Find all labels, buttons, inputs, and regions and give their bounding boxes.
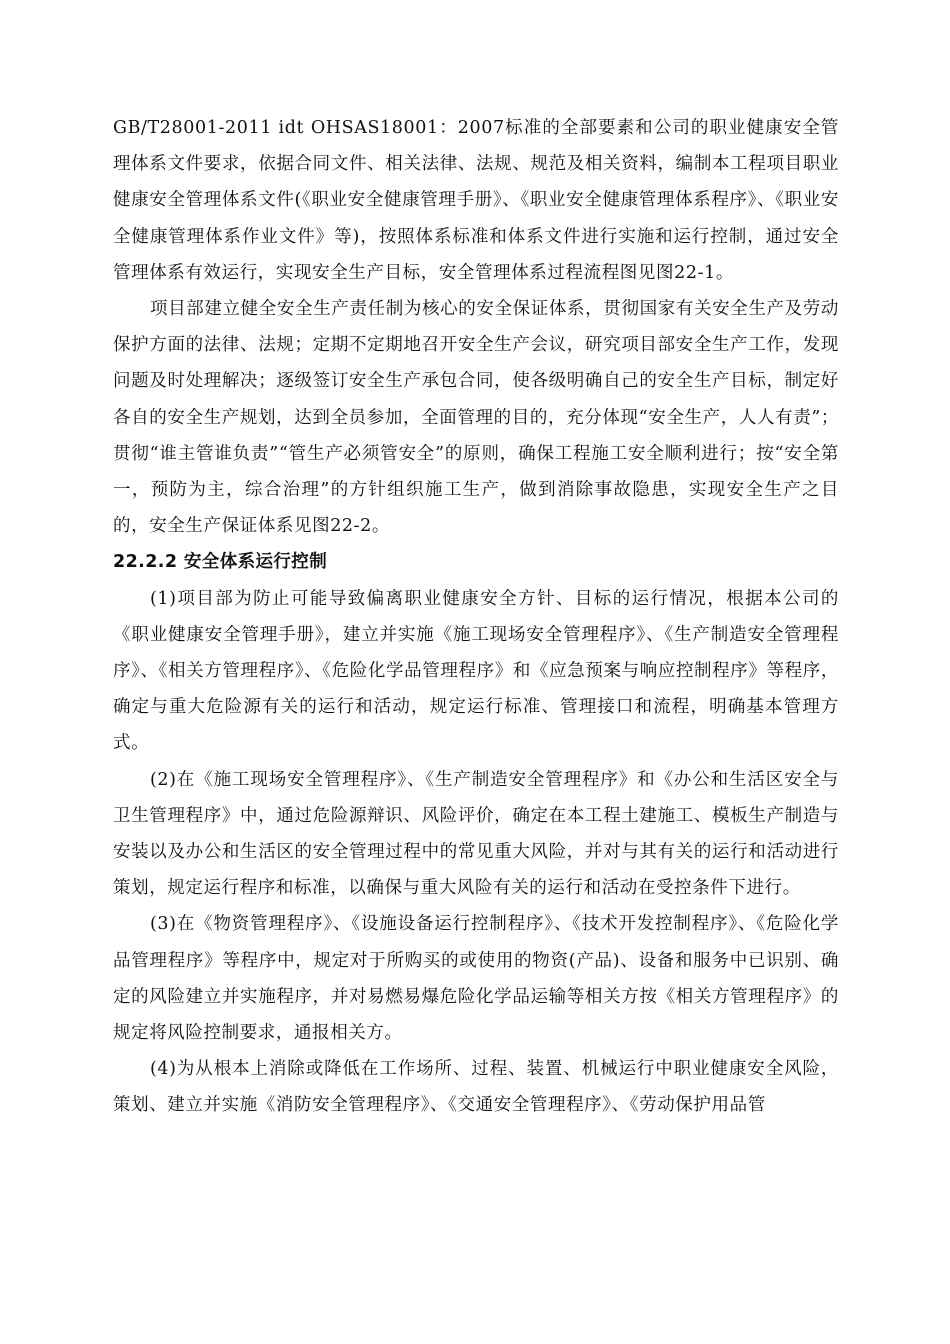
section-heading: 22.2.2 安全体系运行控制 <box>113 552 328 573</box>
list-item: (4)为从根本上消除或降低在工作场所、过程、装置、机械运行中职业健康安全风险，策划、建立并实施《消防安全管理程序》、《交通安全管理程序》、《劳动保护用品管 <box>113 1059 839 1116</box>
list-item: (3)在《物资管理程序》、《设施设备运行控制程序》、《技术开发控制程序》、《危险化学品管理程序》等程序中，规定对于所购买的或使用的物资(产品)、设备和服务中已识别、确定的风险建立并实施程序，并对易燃易爆危险化学品运输等相关方按《相关方管理程序》的规定将风险控制要求，通报相关方。 <box>113 914 839 1044</box>
document-page <box>113 110 839 1124</box>
body-paragraph: 项目部建立健全安全生产责任制为核心的安全保证体系，贯彻国家有关安全生产及劳动保护方面的法律、法规；定期不定期地召开安全生产会议，研究项目部安全生产工作，发现问题及时处理解决；逐级签订安全生产承包合同，使各级明确自己的安全生产目标，制定好各自的安全生产规划，达到全员参加，全面管理的目的，充分体现“安全生产，人人有责”；贯彻“谁主管谁负责”“管生产必须管安全”的原则，确保工程施工安全顺利进行；按“安全第一，预防为主，综合治理”的方针组织施工生产，做到消除事故隐患，实现安全生产之目的，安全生产保证体系见图22-2。 <box>113 299 839 537</box>
list-item: (2)在《施工现场安全管理程序》、《生产制造安全管理程序》和《办公和生活区安全与卫生管理程序》中，通过危险源辩识、风险评价，确定在本工程土建施工、模板生产制造与安装以及办公和生活区的安全管理过程中的常见重大风险，并对与其有关的运行和活动进行策划，规定运行程序和标准，以确保与重大风险有关的运行和活动在受控条件下进行。 <box>113 769 839 899</box>
list-item: (1)项目部为防止可能导致偏离职业健康安全方针、目标的运行情况，根据本公司的《职业健康安全管理手册》，建立并实施《施工现场安全管理程序》、《生产制造安全管理程序》、《相关方管理程序》、《危险化学品管理程序》和《应急预案与响应控制程序》等程序，确定与重大危险源有关的运行和活动，规定运行标准、管理接口和流程，明确基本管理方式。 <box>113 588 839 754</box>
body-paragraph: GB/T28001-2011 idt OHSAS18001：2007标准的全部要素和公司的职业健康安全管理体系文件要求，依据合同文件、相关法律、法规、规范及相关资料，编制本工程项目职业健康安全管理体系文件(《职业安全健康管理手册》、《职业安全健康管理体系程序》、《职业安全健康管理体系作业文件》等)，按照体系标准和体系文件进行实施和运行控制，通过安全管理体系有效运行，实现安全生产目标，安全管理体系过程流程图见图22-1。 <box>113 118 839 283</box>
